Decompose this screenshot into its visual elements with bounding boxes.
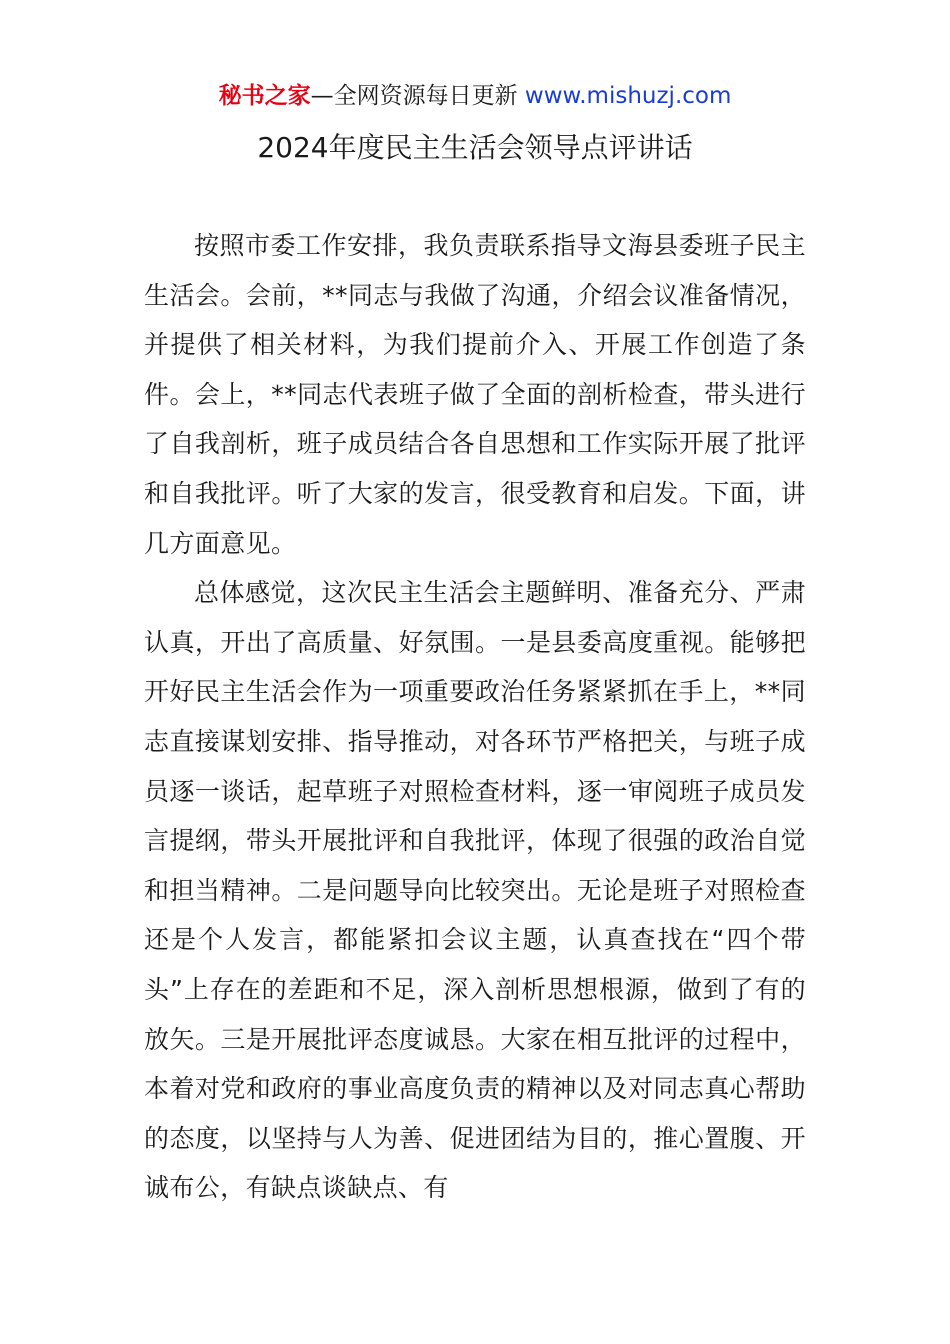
site-header [0,80,950,112]
paragraph: 总体感觉，这次民主生活会主题鲜明、准备充分、严肃认真，开出了高质量、好氛围。一是县委高度重视。能够把开好民主生活会作为一项重要政治任务紧紧抓在手上，**同志直接谋划安排、指导推动，对各环节严格把关，与班子成员逐一谈话，起草班子对照检查材料，逐一审阅班子成员发言提纲，带头开展批评和自我批评，体现了很强的政治自觉和担当精神。二是问题导向比较突出。无论是班子对照检查还是个人发言，都能紧扣会议主题，认真查找在“四个带头”上存在的差距和不足，深入剖析思想根源，做到了有的放矢。三是开展批评态度诚恳。大家在相互批评的过程中，本着对党和政府的事业高度负责的精神以及对同志真心帮助的态度，以坚持与人为善、促进团结为目的，推心置腹、开诚布公，有缺点谈缺点、有 [144,578,806,1203]
document-body [144,221,806,1213]
header-tagline: —全网资源每日更新 [310,83,525,109]
document-title: 2024年度民主生活会领导点评讲话 [257,131,693,164]
brand-name: 秘书之家 [218,83,311,109]
site-url-link[interactable]: www.mishuzj.com [524,83,732,109]
paragraph: 按照市委工作安排，我负责联系指导文海县委班子民主生活会。会前，**同志与我做了沟通，介绍会议准备情况，并提供了相关材料，为我们提前介入、开展工作创造了条件。会上，**同志代表班子做了全面的剖析检查，带头进行了自我剖析，班子成员结合各自思想和工作实际开展了批评和自我批评。听了大家的发言，很受教育和启发。下面，讲几方面意见。 [144,231,806,558]
